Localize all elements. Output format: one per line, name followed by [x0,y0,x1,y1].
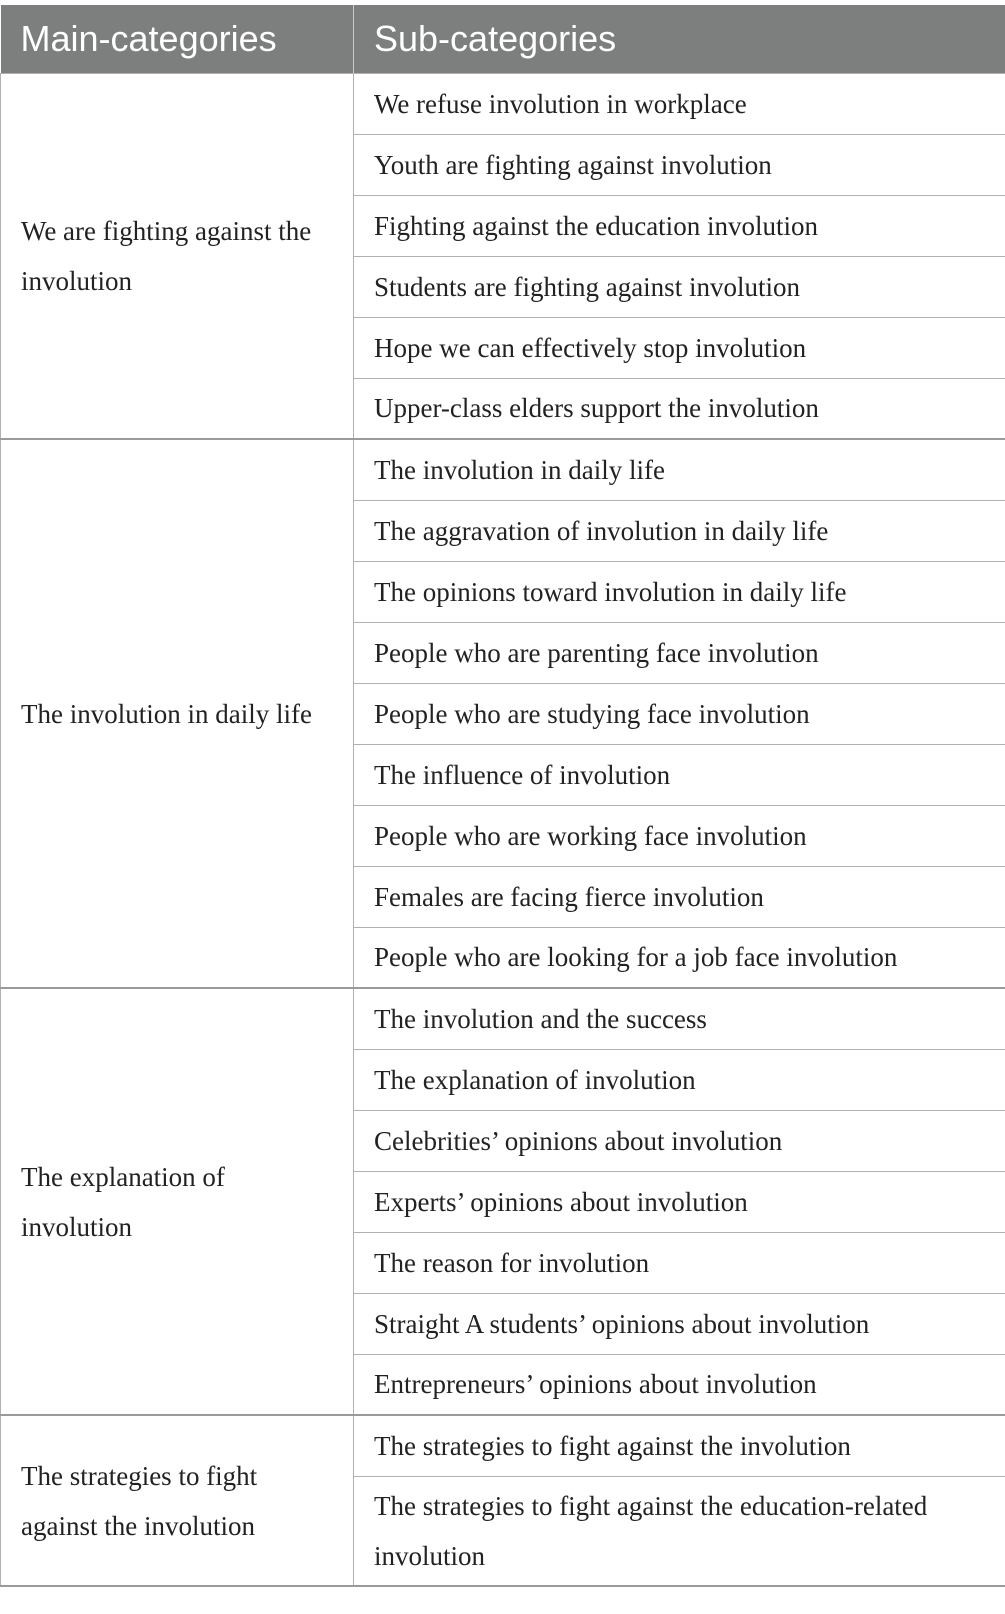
main-category-cell: The involution in daily life [1,439,354,988]
sub-category-cell: The involution and the success [354,988,1005,1049]
table-row [1,1415,1005,1476]
sub-category-cell: The aggravation of involution in daily life [354,500,1005,561]
main-category-cell: The strategies to fight against the involution [1,1415,354,1586]
sub-category-cell: Entrepreneurs’ opinions about involution [354,1354,1005,1415]
sub-category-cell: Students are fighting against involution [354,256,1005,317]
sub-category-cell: People who are working face involution [354,805,1005,866]
sub-category-cell: The involution in daily life [354,439,1005,500]
sub-category-cell: The influence of involution [354,744,1005,805]
sub-category-cell: The explanation of involution [354,1049,1005,1110]
table-row [1,439,1005,500]
sub-category-cell: People who are looking for a job face involution [354,927,1005,988]
table-body [1,73,1005,1586]
header-sub-categories: Sub-categories [354,5,1005,73]
sub-category-cell: Celebrities’ opinions about involution [354,1110,1005,1171]
category-table-container [0,5,1005,1587]
sub-category-cell: People who are parenting face involution [354,622,1005,683]
table-header [1,5,1005,73]
header-main-categories: Main-categories [1,5,354,73]
main-category-cell: The explanation of involution [1,988,354,1415]
table-row [1,988,1005,1049]
sub-category-cell: Experts’ opinions about involution [354,1171,1005,1232]
sub-category-cell: Fighting against the education involution [354,195,1005,256]
sub-category-cell: Upper-class elders support the involution [354,378,1005,439]
sub-category-cell: Females are facing fierce involution [354,866,1005,927]
sub-category-cell: The strategies to fight against the involution [354,1415,1005,1476]
sub-category-cell: Hope we can effectively stop involution [354,317,1005,378]
category-table [0,5,1005,1587]
sub-category-cell: Straight A students’ opinions about involution [354,1293,1005,1354]
sub-category-cell: We refuse involution in workplace [354,73,1005,134]
sub-category-cell: The reason for involution [354,1232,1005,1293]
sub-category-cell: People who are studying face involution [354,683,1005,744]
table-row [1,73,1005,134]
sub-category-cell: Youth are fighting against involution [354,134,1005,195]
main-category-cell: We are fighting against the involution [1,73,354,439]
sub-category-cell: The opinions toward involution in daily life [354,561,1005,622]
header-row [1,5,1005,73]
sub-category-cell: The strategies to fight against the education-related involution [354,1476,1005,1586]
